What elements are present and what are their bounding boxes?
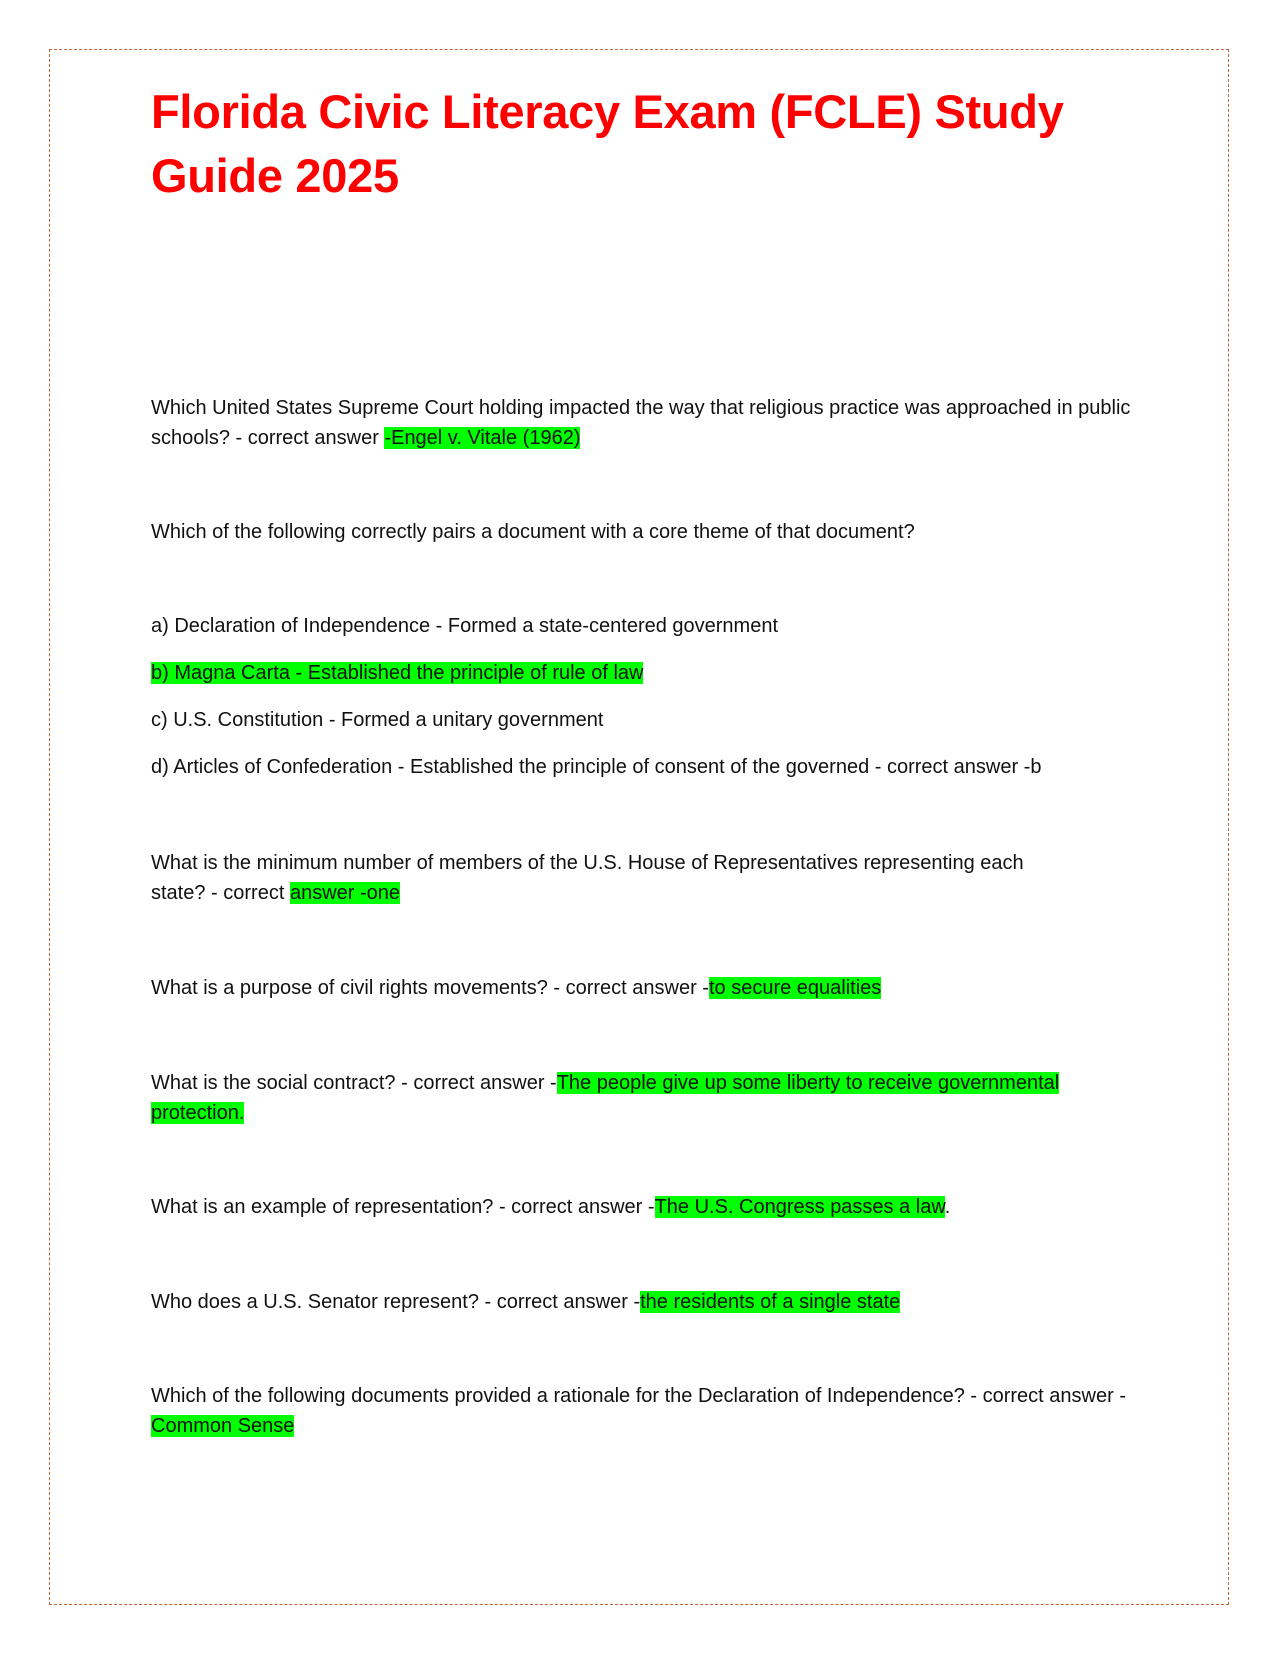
question-text: Which of the following correctly pairs a document with a core theme of that document? bbox=[151, 521, 915, 543]
question-text: What is an example of representation? - correct answer - bbox=[151, 1196, 655, 1218]
answer-highlight: answer -one bbox=[289, 882, 401, 904]
answer-highlight: The U.S. Congress passes a law bbox=[654, 1196, 945, 1218]
document-title: Florida Civic Literacy Exam (FCLE) Study Guide 2025 bbox=[151, 85, 1064, 202]
trailing-period: . bbox=[944, 1196, 951, 1218]
question-text: Who does a U.S. Senator represent? - correct answer - bbox=[151, 1291, 641, 1313]
qa-item-2 bbox=[151, 517, 1136, 547]
qa-item-3 bbox=[151, 848, 1081, 908]
qa-item-5 bbox=[151, 1068, 1136, 1128]
answer-highlight: Common Sense bbox=[151, 1415, 295, 1437]
question-text: What is a purpose of civil rights movements? - correct answer - bbox=[151, 977, 709, 999]
option-b bbox=[151, 658, 1151, 688]
page-border bbox=[49, 49, 1229, 1605]
qa-item-4 bbox=[151, 973, 1151, 1003]
qa-item-6 bbox=[151, 1192, 1151, 1222]
option-a: a) Declaration of Independence - Formed a state-centered government bbox=[151, 615, 779, 637]
answer-highlight: the residents of a single state bbox=[640, 1291, 901, 1313]
question-text: What is the minimum number of members of the U.S. House of Representatives representing each state? - correct bbox=[151, 852, 1024, 904]
question-text: What is the social contract? - correct answer - bbox=[151, 1072, 557, 1094]
qa-item-7 bbox=[151, 1287, 1151, 1317]
document-header bbox=[151, 80, 1136, 208]
answer-highlight: The people give up some liberty to receive governmental protection. bbox=[151, 1072, 1060, 1124]
question-text: Which United States Supreme Court holding impacted the way that religious practice was approached in public schools? - correct answer bbox=[151, 397, 1131, 449]
answer-highlight: to secure equalities bbox=[708, 977, 882, 999]
answer-highlight: -Engel v. Vitale (1962) bbox=[384, 427, 581, 449]
option-d: d) Articles of Confederation - Established the principle of consent of the governed - correct answer -b bbox=[151, 756, 1042, 778]
qa-item-1 bbox=[151, 393, 1136, 453]
answer-highlight: b) Magna Carta - Established the principle of rule of law bbox=[151, 662, 644, 684]
question-text: Which of the following documents provided a rationale for the Declaration of Independence? - correct answer - bbox=[151, 1385, 1126, 1407]
qa-item-8 bbox=[151, 1381, 1136, 1441]
option-c: c) U.S. Constitution - Formed a unitary government bbox=[151, 709, 604, 731]
